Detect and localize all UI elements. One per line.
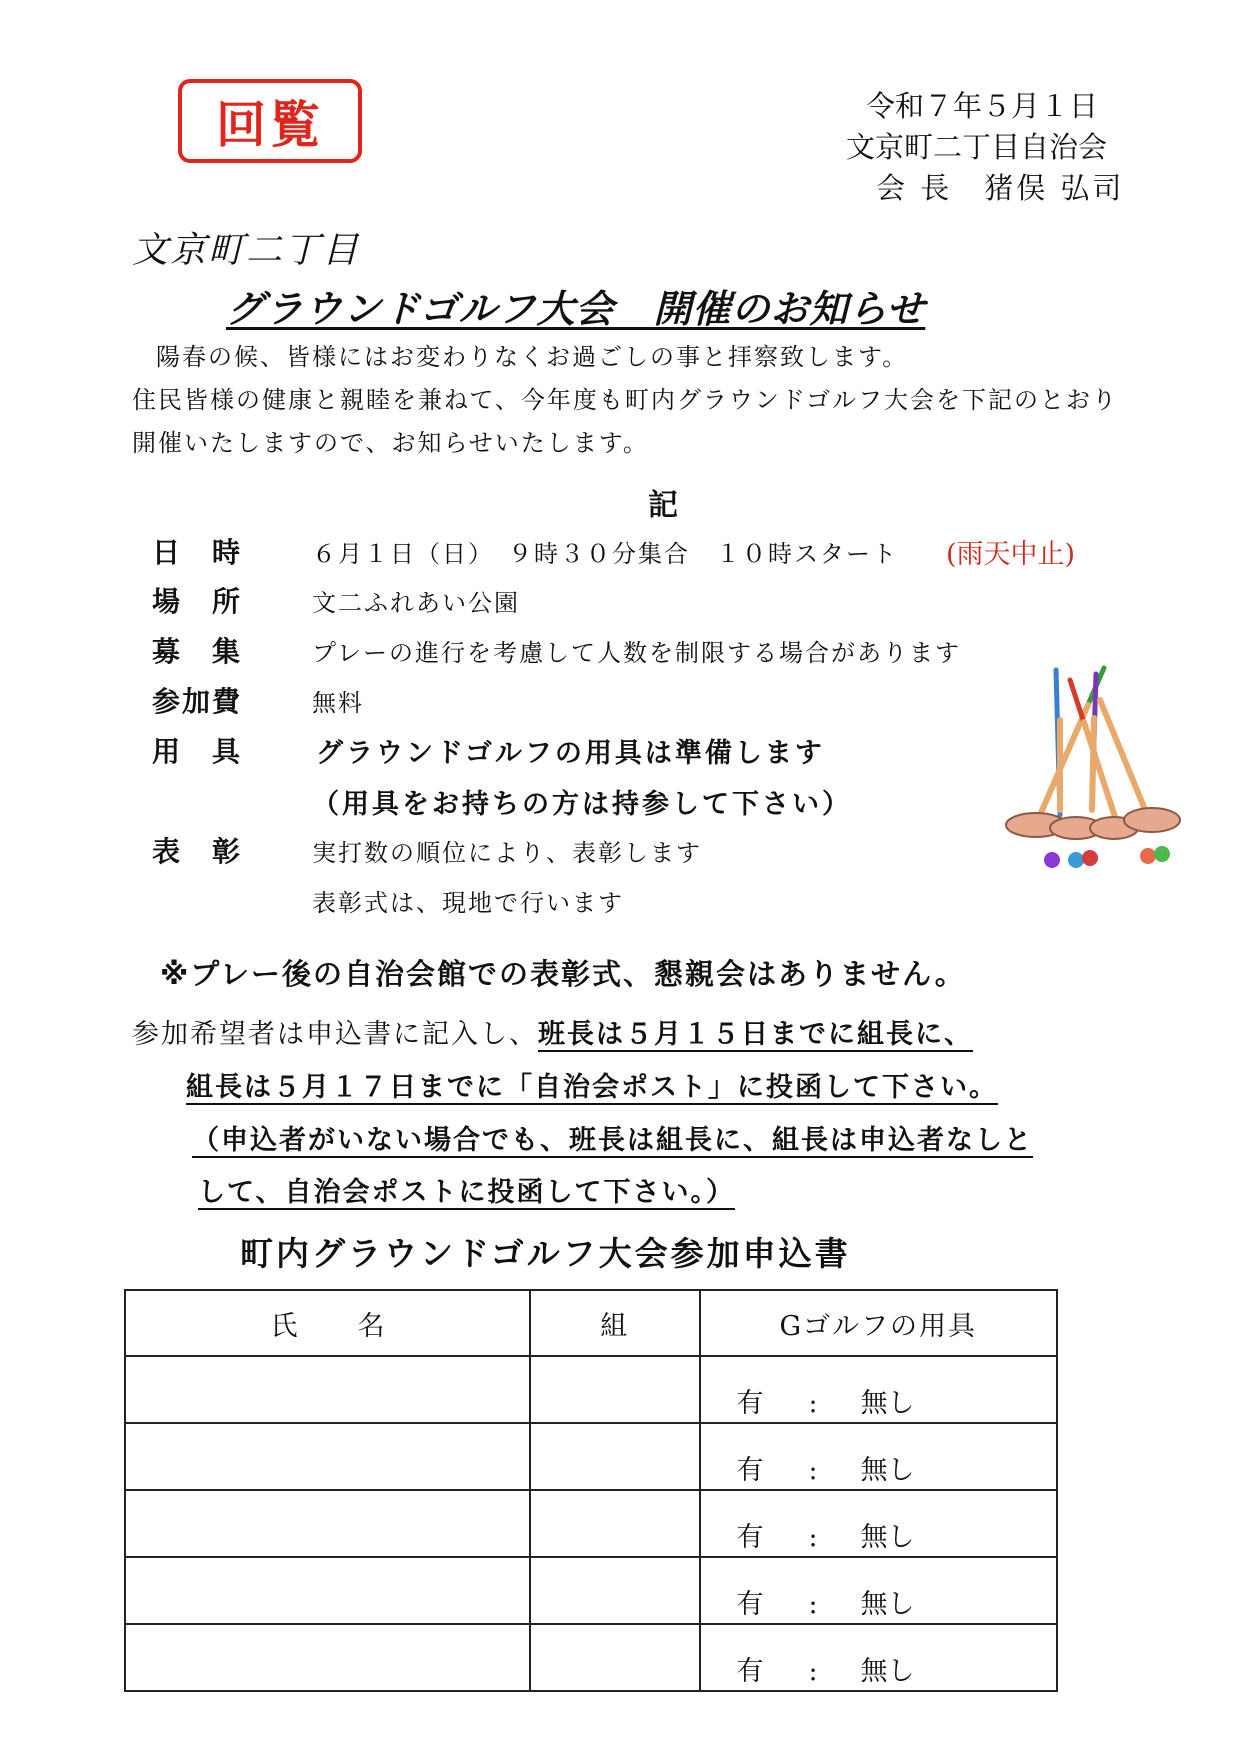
gear-no[interactable]: 無し [860, 1522, 915, 1553]
gear-yes[interactable]: 有 [736, 1388, 764, 1419]
intro-line: 住民皆様の健康と親睦を兼ねて、今年度も町内グラウンドゴルフ大会を下記のとおり [132, 386, 1118, 414]
detail-recruit [152, 630, 961, 670]
name-cell[interactable] [125, 1490, 530, 1557]
gear-no[interactable]: 無し [860, 1656, 915, 1687]
detail-value: グラウンドゴルフの用具は準備します [316, 737, 825, 769]
district-name: 文京町二丁目 [132, 230, 361, 271]
detail-label: 表 彰 [152, 835, 243, 868]
group-cell[interactable] [530, 1423, 699, 1490]
apply-note-line: して、自治会ポストに投函して下さい。） [198, 1177, 735, 1208]
stamp-text: 回覧 [216, 96, 324, 154]
detail-value: ６月１日（日） ９時３０分集合 １０時スタート [312, 539, 898, 568]
apply-deadline-text: 班長は５月１５日までに組長に、 [538, 1019, 973, 1050]
circulation-stamp [178, 79, 362, 163]
detail-equipment [152, 730, 825, 770]
gear-no[interactable]: 無し [860, 1388, 915, 1419]
detail-label: 参加費 [152, 685, 243, 718]
gear-cell[interactable] [700, 1557, 1058, 1624]
association-name: 文京町二丁目自治会 [846, 130, 1108, 164]
issue-date: 令和７年５月１日 [866, 89, 1099, 123]
detail-place [152, 580, 520, 620]
apply-note-line: （申込者がいない場合でも、班長は組長に、組長は申込者なしと [192, 1125, 1033, 1156]
ground-golf-clubs-illustration [996, 660, 1186, 880]
table-header-row [125, 1290, 1057, 1356]
intro-line: 開催いたしますので、お知らせいたします。 [132, 429, 649, 457]
notice-title: グラウンドゴルフ大会 開催のお知らせ [226, 287, 926, 331]
gear-no[interactable]: 無し [860, 1455, 915, 1486]
group-cell[interactable] [530, 1557, 699, 1624]
detail-award-note [312, 880, 624, 920]
name-cell[interactable] [125, 1356, 530, 1423]
application-form-table [124, 1289, 1058, 1692]
name-cell[interactable] [125, 1423, 530, 1490]
chair-name: 会 長 猪俣 弘司 [876, 171, 1125, 205]
name-cell[interactable] [125, 1624, 530, 1691]
gear-separator: : [808, 1455, 818, 1486]
table-row [125, 1423, 1057, 1490]
header-group: 組 [530, 1290, 699, 1356]
detail-value: プレーの進行を考慮して人数を制限する場合があります [312, 638, 962, 667]
gear-separator: : [808, 1589, 818, 1620]
apply-deadline-line: 組長は５月１７日までに「自治会ポスト」に投函して下さい。 [186, 1072, 998, 1103]
detail-label: 場 所 [152, 585, 243, 618]
gear-yes[interactable]: 有 [736, 1455, 764, 1486]
gear-cell[interactable] [700, 1356, 1058, 1423]
detail-value: 文二ふれあい公園 [312, 588, 520, 617]
gear-separator: : [808, 1388, 818, 1419]
header-gear: Gゴルフの用具 [700, 1290, 1058, 1356]
group-cell[interactable] [530, 1356, 699, 1423]
detail-award [152, 830, 702, 870]
gear-yes[interactable]: 有 [736, 1656, 764, 1687]
detail-value: 無料 [312, 688, 364, 717]
ki-heading: 記 [648, 488, 678, 523]
application-form-title: 町内グラウンドゴルフ大会参加申込書 [240, 1234, 851, 1273]
detail-fee [152, 680, 364, 720]
gear-separator: : [808, 1656, 818, 1687]
name-cell[interactable] [125, 1557, 530, 1624]
table-row [125, 1356, 1057, 1423]
detail-label: 日 時 [152, 536, 243, 569]
group-cell[interactable] [530, 1624, 699, 1691]
detail-label: 募 集 [152, 635, 243, 668]
gear-cell[interactable] [700, 1490, 1058, 1557]
detail-label: 用 具 [152, 735, 243, 768]
apply-text: 参加希望者は申込書に記入し、 [132, 1019, 538, 1050]
group-cell[interactable] [530, 1490, 699, 1557]
gear-cell[interactable] [700, 1423, 1058, 1490]
detail-value: 実打数の順位により、表彰します [312, 838, 702, 867]
header-name-label: 氏名 [270, 1310, 445, 1342]
table-row [125, 1490, 1057, 1557]
intro-line: 陽春の候、皆様にはお変わりなくお過ごしの事と拝察致します。 [156, 343, 909, 371]
intro-text [132, 336, 1192, 465]
detail-datetime [152, 531, 1075, 571]
table-row [125, 1624, 1057, 1691]
gear-cell[interactable] [700, 1624, 1058, 1691]
detail-value: 表彰式は、現地で行います [312, 888, 624, 917]
no-party-notice: ※プレー後の自治会館での表彰式、懇親会はありません。 [160, 957, 966, 991]
rain-cancel-note: (雨天中止) [946, 538, 1076, 570]
detail-value: （用具をお持ちの方は持参して下さい） [312, 788, 852, 820]
gear-separator: : [808, 1522, 818, 1553]
gear-yes[interactable]: 有 [736, 1589, 764, 1620]
detail-equipment-note [312, 781, 852, 821]
header-name [125, 1290, 530, 1356]
apply-instruction-line [132, 1012, 973, 1051]
gear-no[interactable]: 無し [860, 1589, 915, 1620]
gear-yes[interactable]: 有 [736, 1522, 764, 1553]
table-row [125, 1557, 1057, 1624]
